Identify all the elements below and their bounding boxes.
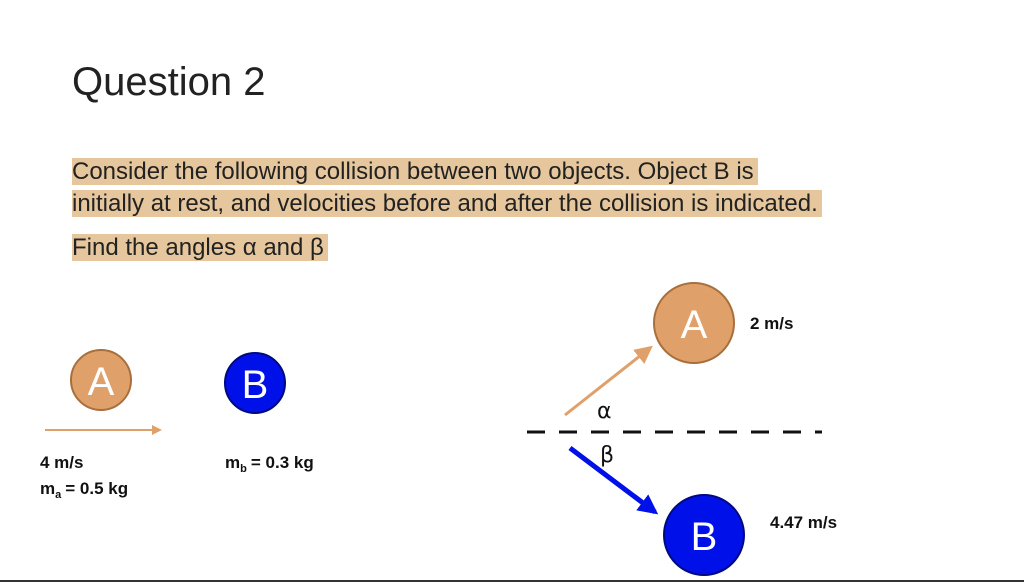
bottom-border bbox=[0, 580, 1024, 582]
object-b-before-letter: B bbox=[241, 363, 269, 407]
object-b-before bbox=[225, 353, 285, 413]
question-line-1: Consider the following collision between two objects. Object B is bbox=[72, 158, 758, 185]
question-line-3: Find the angles α and β bbox=[72, 234, 328, 261]
speed-a-after-label: 2 m/s bbox=[750, 314, 794, 333]
mass-b-label: $m_b = 0.3$ kg bbox=[225, 453, 314, 475]
object-b-after bbox=[664, 495, 744, 575]
angle-beta-label: β bbox=[600, 443, 615, 468]
object-a-after-letter: A bbox=[680, 303, 708, 347]
speed-b-after-label: 4.47 m/s bbox=[770, 513, 838, 532]
mass-a-label: $m_a = 0.5$ kg bbox=[40, 479, 129, 501]
object-a-after bbox=[654, 283, 734, 363]
object-b-after-letter: B bbox=[690, 515, 718, 559]
velocity-a-before-label: 4 m/s bbox=[40, 453, 84, 472]
question-line-2: initially at rest, and velocities before and after the collision is indicated. bbox=[72, 190, 822, 217]
angle-alpha-label: α bbox=[597, 399, 612, 424]
slide-title: Question 2 bbox=[72, 60, 266, 104]
object-a-before-letter: A bbox=[87, 360, 115, 404]
object-a-before bbox=[71, 350, 131, 410]
